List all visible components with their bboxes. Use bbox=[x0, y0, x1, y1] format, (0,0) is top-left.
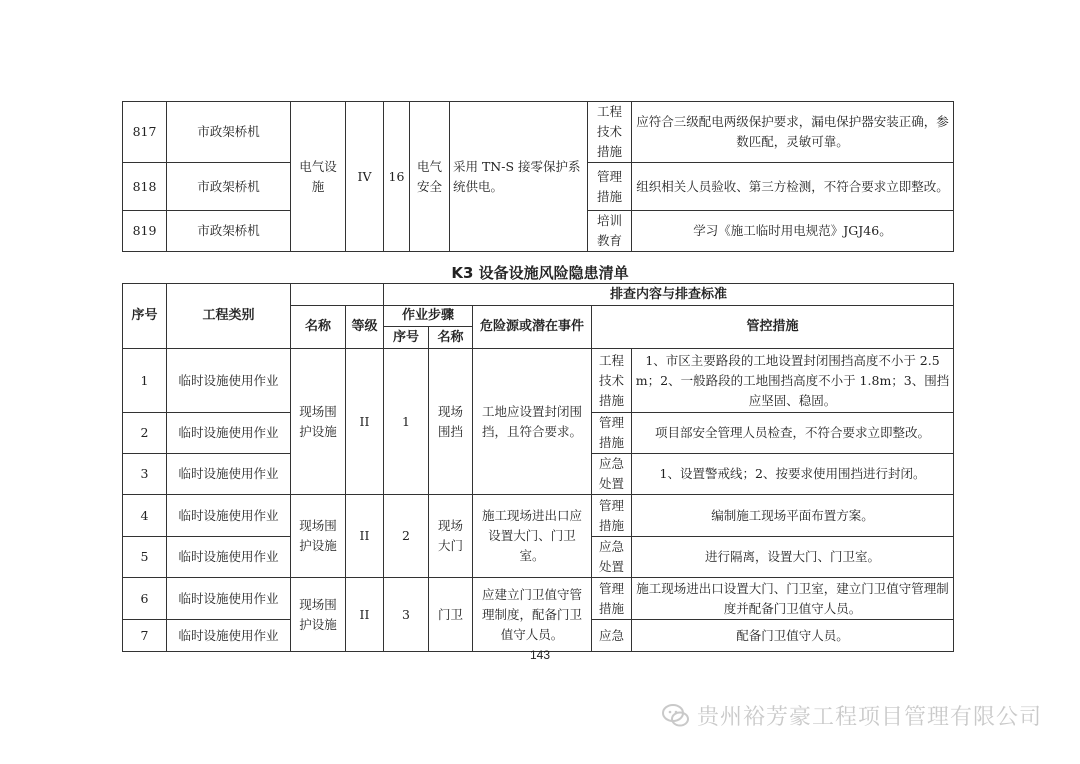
header-type: 工程类别 bbox=[167, 284, 291, 349]
step-no: 2 bbox=[384, 495, 429, 578]
facility-name: 现场围护设施 bbox=[291, 578, 346, 652]
measure-text: 应符合三级配电两级保护要求，漏电保护器安装正确，参数匹配，灵敏可靠。 bbox=[632, 102, 954, 163]
measure-text: 施工现场进出口设置大门、门卫室，建立门卫值守管理制度并配备门卫值守人员。 bbox=[632, 578, 954, 620]
row-type: 市政架桥机 bbox=[167, 211, 291, 252]
level: II bbox=[346, 349, 384, 495]
measure-text: 配备门卫值守人员。 bbox=[632, 620, 954, 652]
measure-category: 应急处置 bbox=[592, 454, 632, 495]
measure-text: 1、设置警戒线；2、按要求使用围挡进行封闭。 bbox=[632, 454, 954, 495]
measure-category: 管理措施 bbox=[588, 163, 632, 211]
measure-category: 应急处置 bbox=[592, 537, 632, 578]
row-no: 7 bbox=[123, 620, 167, 652]
header-step-name: 名称 bbox=[429, 327, 473, 349]
measure-text: 项目部安全管理人员检查，不符合要求立即整改。 bbox=[632, 413, 954, 454]
wechat-icon bbox=[661, 701, 691, 731]
header-name: 名称 bbox=[291, 306, 346, 349]
section-title: K3 设备设施风险隐患清单 bbox=[451, 264, 629, 282]
measure-text: 编制施工现场平面布置方案。 bbox=[632, 495, 954, 537]
measure-category: 管理措施 bbox=[592, 578, 632, 620]
row-no: 6 bbox=[123, 578, 167, 620]
row-type: 临时设施使用作业 bbox=[167, 578, 291, 620]
row-type: 市政架桥机 bbox=[167, 163, 291, 211]
header-level: 等级 bbox=[346, 306, 384, 349]
row-no: 1 bbox=[123, 349, 167, 413]
measure-category: 培训教育 bbox=[588, 211, 632, 252]
hazard: 施工现场进出口应设置大门、门卫室。 bbox=[473, 495, 592, 578]
prev-table bbox=[122, 101, 954, 252]
level: II bbox=[346, 578, 384, 652]
row-type: 临时设施使用作业 bbox=[167, 537, 291, 578]
measure-category: 工程技术措施 bbox=[588, 102, 632, 163]
level: II bbox=[346, 495, 384, 578]
measure-text: 进行隔离，设置大门、门卫室。 bbox=[632, 537, 954, 578]
measure-category: 工程技术措施 bbox=[592, 349, 632, 413]
measure-text: 学习《施工临时用电规范》JGJ46。 bbox=[632, 211, 954, 252]
row-type: 临时设施使用作业 bbox=[167, 495, 291, 537]
header-steps: 作业步骤 bbox=[384, 306, 473, 327]
facility-name: 现场围护设施 bbox=[291, 349, 346, 495]
row-no: 5 bbox=[123, 537, 167, 578]
step-name: 现场围挡 bbox=[429, 349, 473, 495]
measure-text: 组织相关人员验收、第三方检测，不符合要求立即整改。 bbox=[632, 163, 954, 211]
row-no: 2 bbox=[123, 413, 167, 454]
row-no: 3 bbox=[123, 454, 167, 495]
row-no: 818 bbox=[123, 163, 167, 211]
page-number: 143 bbox=[529, 648, 551, 662]
hazard: 工地应设置封闭围挡，且符合要求。 bbox=[473, 349, 592, 495]
hazard: 应建立门卫值守管理制度，配备门卫值守人员。 bbox=[473, 578, 592, 652]
row-type: 临时设施使用作业 bbox=[167, 620, 291, 652]
row-type: 临时设施使用作业 bbox=[167, 349, 291, 413]
watermark bbox=[661, 700, 1042, 731]
row-type: 临时设施使用作业 bbox=[167, 413, 291, 454]
measure-category: 管理措施 bbox=[592, 413, 632, 454]
header-hazard: 危险源或潜在事件 bbox=[473, 306, 592, 349]
header-check: 排查内容与排查标准 bbox=[384, 284, 954, 306]
k3-table bbox=[122, 283, 954, 652]
step-name: 电气安全 bbox=[410, 102, 450, 252]
measure-category: 管理措施 bbox=[592, 495, 632, 537]
row-no: 817 bbox=[123, 102, 167, 163]
row-no: 819 bbox=[123, 211, 167, 252]
measure-category: 应急 bbox=[592, 620, 632, 652]
header-seq: 序号 bbox=[123, 284, 167, 349]
step-name: 门卫 bbox=[429, 578, 473, 652]
header-measures: 管控措施 bbox=[592, 306, 954, 349]
hazard: 采用 TN-S 接零保护系统供电。 bbox=[450, 102, 588, 252]
level: IV bbox=[346, 102, 384, 252]
step-name: 现场大门 bbox=[429, 495, 473, 578]
step-no: 16 bbox=[384, 102, 410, 252]
header-step-no: 序号 bbox=[384, 327, 429, 349]
watermark-text: 贵州裕芳豪工程项目管理有限公司 bbox=[696, 705, 1042, 730]
row-type: 市政架桥机 bbox=[167, 102, 291, 163]
facility-name: 电气设施 bbox=[291, 102, 346, 252]
measure-text: 1、市区主要路段的工地设置封闭围挡高度不小于 2.5m；2、一般路段的工地围挡高度不小于 1.8m；3、围挡应坚固、稳固。 bbox=[632, 349, 954, 413]
facility-name: 现场围护设施 bbox=[291, 495, 346, 578]
row-type: 临时设施使用作业 bbox=[167, 454, 291, 495]
step-no: 1 bbox=[384, 349, 429, 495]
step-no: 3 bbox=[384, 578, 429, 652]
row-no: 4 bbox=[123, 495, 167, 537]
